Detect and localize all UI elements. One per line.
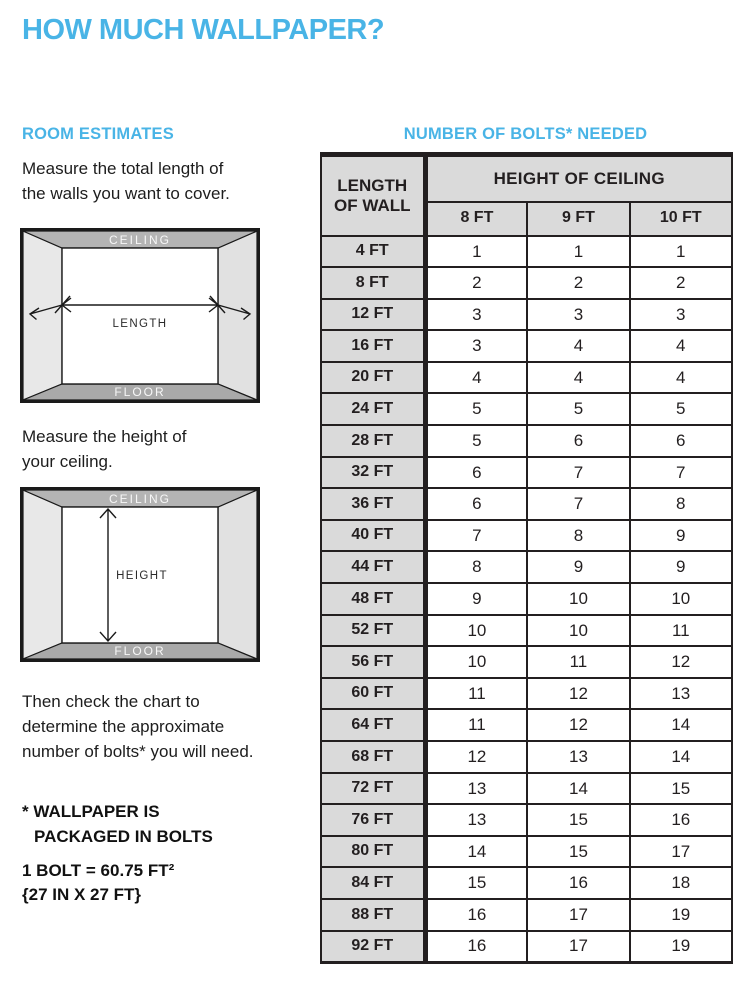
right-wall-surface (218, 231, 257, 400)
table-row (321, 615, 732, 647)
bolt-count-cell: 15 (425, 867, 527, 899)
bolt-count-cell: 5 (425, 393, 527, 425)
wall-length-cell: 88 FT (321, 899, 425, 931)
header-line: OF WALL (334, 195, 411, 215)
bolt-count-cell: 1 (527, 236, 629, 268)
table-row (321, 236, 732, 268)
wall-length-header (321, 155, 425, 236)
bolt-count-cell: 11 (425, 709, 527, 741)
table-row (321, 709, 732, 741)
bolt-count-cell: 9 (425, 583, 527, 615)
table-row (321, 520, 732, 552)
wallpaper-bolts-footnote (22, 799, 213, 849)
table-row (321, 330, 732, 362)
wall-length-cell: 12 FT (321, 299, 425, 331)
bolt-dimensions: {27 IN X 27 FT} (22, 885, 142, 904)
table-row (321, 773, 732, 805)
wall-length-cell: 28 FT (321, 425, 425, 457)
bolt-count-cell: 16 (630, 804, 732, 836)
length-label: LENGTH (112, 318, 168, 330)
bolt-count-cell: 6 (425, 488, 527, 520)
bolt-count-cell: 10 (527, 615, 629, 647)
floor-label: FLOOR (114, 644, 166, 658)
bolt-count-cell: 8 (425, 551, 527, 583)
wall-length-cell: 44 FT (321, 551, 425, 583)
bolt-equation: 1 BOLT = 60.75 FT² (22, 861, 175, 880)
floor-label: FLOOR (114, 385, 166, 399)
text-line: Then check the chart to (22, 692, 200, 711)
bolt-count-cell: 9 (630, 520, 732, 552)
measure-length-text (22, 156, 230, 206)
ceiling-height-header: HEIGHT OF CEILING (425, 155, 732, 202)
room-height-diagram (20, 487, 260, 662)
table-row (321, 899, 732, 931)
bolt-count-cell: 12 (425, 741, 527, 773)
table-row (321, 393, 732, 425)
bolt-count-cell: 1 (630, 236, 732, 268)
text-line: Measure the total length of (22, 159, 224, 178)
bolt-count-cell: 14 (425, 836, 527, 868)
room-length-diagram (20, 228, 260, 403)
table-row (321, 267, 732, 299)
left-wall-surface (23, 490, 62, 659)
wall-length-cell: 16 FT (321, 330, 425, 362)
wall-length-cell: 20 FT (321, 362, 425, 394)
bolts-table-body (321, 236, 732, 963)
ceiling-label: CEILING (108, 492, 172, 506)
bolt-count-cell: 5 (425, 425, 527, 457)
bolt-count-cell: 19 (630, 931, 732, 963)
right-wall-surface (218, 490, 257, 659)
wall-length-cell: 60 FT (321, 678, 425, 710)
wall-length-cell: 36 FT (321, 488, 425, 520)
bolt-count-cell: 15 (630, 773, 732, 805)
wall-length-cell: 48 FT (321, 583, 425, 615)
bolt-count-cell: 14 (630, 741, 732, 773)
text-line: the walls you want to cover. (22, 184, 230, 203)
wall-length-cell: 92 FT (321, 931, 425, 963)
bolt-count-cell: 4 (527, 330, 629, 362)
bolt-count-cell: 2 (527, 267, 629, 299)
table-row (321, 678, 732, 710)
wall-length-cell: 84 FT (321, 867, 425, 899)
bolt-count-cell: 6 (630, 425, 732, 457)
bolt-count-cell: 17 (630, 836, 732, 868)
wall-length-cell: 76 FT (321, 804, 425, 836)
bolt-count-cell: 14 (527, 773, 629, 805)
table-row (321, 804, 732, 836)
table-row (321, 931, 732, 963)
bolt-count-cell: 16 (425, 899, 527, 931)
bolt-count-cell: 6 (425, 457, 527, 489)
bolts-needed-heading: NUMBER OF BOLTS* NEEDED (403, 125, 648, 143)
wall-length-cell: 32 FT (321, 457, 425, 489)
ceiling-label: CEILING (108, 233, 172, 247)
bolt-count-cell: 13 (527, 741, 629, 773)
wall-length-cell: 52 FT (321, 615, 425, 647)
wall-length-cell: 8 FT (321, 267, 425, 299)
bolts-needed-table (320, 152, 733, 964)
bolt-count-cell: 4 (630, 330, 732, 362)
bolt-count-cell: 4 (630, 362, 732, 394)
column-header-8ft: 8 FT (425, 202, 527, 236)
header-line: LENGTH (337, 176, 408, 196)
bolt-count-cell: 4 (425, 362, 527, 394)
bolt-count-cell: 8 (527, 520, 629, 552)
bolt-count-cell: 9 (630, 551, 732, 583)
bolt-count-cell: 10 (527, 583, 629, 615)
bolt-count-cell: 13 (425, 804, 527, 836)
bolt-count-cell: 10 (425, 646, 527, 678)
text-line: Measure the height of (22, 427, 187, 446)
bolt-count-cell: 8 (630, 488, 732, 520)
wall-length-cell: 56 FT (321, 646, 425, 678)
wall-length-cell: 40 FT (321, 520, 425, 552)
text-line: your ceiling. (22, 452, 113, 471)
bolt-count-cell: 15 (527, 804, 629, 836)
bolt-count-cell: 12 (527, 678, 629, 710)
table-row (321, 425, 732, 457)
bolt-count-cell: 13 (425, 773, 527, 805)
bolt-count-cell: 2 (630, 267, 732, 299)
table-row (321, 741, 732, 773)
bolt-count-cell: 10 (425, 615, 527, 647)
bolt-count-cell: 10 (630, 583, 732, 615)
column-header-10ft: 10 FT (630, 202, 732, 236)
bolt-count-cell: 7 (630, 457, 732, 489)
table-row (321, 836, 732, 868)
text-line: number of bolts* you will need. (22, 742, 254, 761)
bolt-count-cell: 3 (527, 299, 629, 331)
bolt-count-cell: 16 (425, 931, 527, 963)
bolt-count-cell: 7 (527, 488, 629, 520)
column-header-9ft: 9 FT (527, 202, 629, 236)
bolt-count-cell: 18 (630, 867, 732, 899)
back-wall-surface (62, 248, 218, 384)
footnote-line: PACKAGED IN BOLTS (34, 827, 213, 846)
bolt-count-cell: 11 (630, 615, 732, 647)
wall-length-cell: 68 FT (321, 741, 425, 773)
table-row (321, 867, 732, 899)
bolt-count-cell: 7 (425, 520, 527, 552)
wall-length-cell: 4 FT (321, 236, 425, 268)
wall-length-cell: 80 FT (321, 836, 425, 868)
table-row (321, 457, 732, 489)
table-row (321, 299, 732, 331)
bolt-count-cell: 5 (630, 393, 732, 425)
bolt-count-cell: 3 (425, 299, 527, 331)
bolt-count-cell: 6 (527, 425, 629, 457)
bolt-count-cell: 7 (527, 457, 629, 489)
left-wall-surface (23, 231, 62, 400)
bolt-count-cell: 3 (630, 299, 732, 331)
bolt-count-cell: 16 (527, 867, 629, 899)
bolt-count-cell: 19 (630, 899, 732, 931)
table-row (321, 362, 732, 394)
text-line: determine the approximate (22, 717, 225, 736)
bolt-count-cell: 17 (527, 899, 629, 931)
bolt-count-cell: 14 (630, 709, 732, 741)
bolt-count-cell: 9 (527, 551, 629, 583)
bolt-count-cell: 11 (527, 646, 629, 678)
height-label: HEIGHT (116, 570, 168, 582)
bolt-count-cell: 4 (527, 362, 629, 394)
bolt-count-cell: 5 (527, 393, 629, 425)
table-row (321, 646, 732, 678)
table-header-row (321, 155, 732, 202)
wall-length-cell: 72 FT (321, 773, 425, 805)
bolt-count-cell: 17 (527, 931, 629, 963)
bolt-count-cell: 12 (630, 646, 732, 678)
check-chart-text (22, 689, 254, 764)
bolt-count-cell: 1 (425, 236, 527, 268)
bolt-count-cell: 15 (527, 836, 629, 868)
table-row (321, 583, 732, 615)
bolt-count-cell: 2 (425, 267, 527, 299)
page-title: HOW MUCH WALLPAPER? (22, 14, 385, 46)
wall-length-cell: 64 FT (321, 709, 425, 741)
bolt-count-cell: 13 (630, 678, 732, 710)
table-row (321, 488, 732, 520)
room-estimates-heading: ROOM ESTIMATES (22, 125, 174, 143)
wall-length-cell: 24 FT (321, 393, 425, 425)
bolt-count-cell: 12 (527, 709, 629, 741)
bolt-count-cell: 3 (425, 330, 527, 362)
footnote-line: * WALLPAPER IS (22, 802, 160, 821)
bolt-size-info (22, 859, 174, 907)
table-row (321, 551, 732, 583)
bolt-count-cell: 11 (425, 678, 527, 710)
measure-height-text (22, 424, 186, 474)
